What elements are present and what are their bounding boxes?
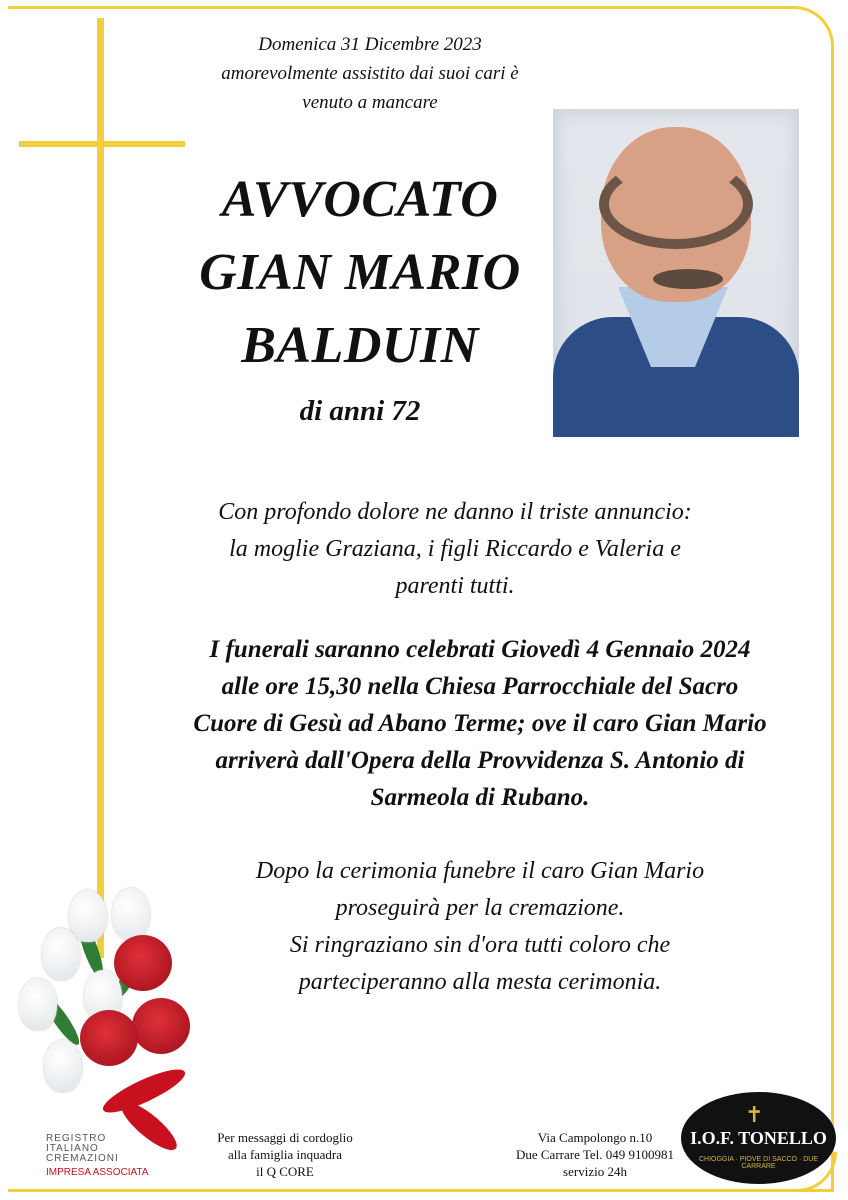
intro-date: Domenica 31 Dicembre 2023 <box>258 34 482 55</box>
portrait-photo <box>553 109 799 437</box>
surname-line: BALDUIN <box>241 317 479 374</box>
cross-vertical <box>97 18 104 958</box>
cross-horizontal <box>19 141 185 147</box>
first-name-line: GIAN MARIO <box>199 244 521 301</box>
funeral-line-1: I funerali saranno celebrati Giovedì 4 Gennaio 2024 <box>209 636 751 663</box>
after-line-4: parteciperanno alla mesta cerimonia. <box>298 969 662 995</box>
announcement-line-1: Con profondo dolore ne danno il triste annuncio: <box>218 499 692 525</box>
intro-line-3: venuto a mancare <box>302 92 438 113</box>
logo-locations: CHIOGGIA · PIOVE DI SACCO · DUE CARRARE <box>698 1156 819 1170</box>
funeral-line-2: alle ore 15,30 nella Chiesa Parrocchiale del Sacro <box>221 673 739 700</box>
after-ceremony-text <box>180 853 780 1001</box>
impresa-associata: IMPRESA ASSOCIATA <box>46 1167 149 1178</box>
funeral-line-5: Sarmeola di Rubano. <box>370 784 590 811</box>
announcement-line-3: parenti tutti. <box>395 573 515 599</box>
registro-cremazioni-logo: REGISTRO ITALIANO CREMAZIONI IMPRESA ASSOCIATA <box>46 1134 166 1178</box>
tonello-logo <box>681 1092 836 1184</box>
condolence-info: Per messaggi di cordoglio alla famiglia inquadra il Q CORE <box>217 1130 353 1179</box>
funeral-home-address: Via Campolongo n.10 Due Carrare Tel. 049 9100981 servizio 24h <box>515 1130 675 1179</box>
funeral-line-4: arriverà dall'Opera della Provvidenza S. Antonio di <box>215 747 745 774</box>
after-line-3: Si ringraziano sin d'ora tutti coloro che <box>289 932 671 958</box>
title-line: AVVOCATO <box>221 171 499 228</box>
after-line-1: Dopo la cerimonia funebre il caro Gian Mario <box>255 858 705 884</box>
after-line-2: proseguirà per la cremazione. <box>335 895 625 921</box>
deceased-name <box>160 163 560 382</box>
logo-brand: I.O.F. TONELLO <box>690 1128 827 1148</box>
intro-text <box>200 30 540 117</box>
intro-line-2: amorevolmente assistito dai suoi cari è <box>221 63 519 84</box>
announcement-line-2: la moglie Graziana, i figli Riccardo e Valeria e <box>229 536 681 562</box>
cross-icon: ✝ <box>745 1102 764 1127</box>
deceased-age: di anni 72 <box>299 395 421 427</box>
funeral-line-3: Cuore di Gesù ad Abano Terme; ove il caro Gian Mario <box>193 710 767 737</box>
announcement-text <box>150 494 760 605</box>
page-border-bottom <box>8 1189 834 1192</box>
funeral-details <box>140 631 820 816</box>
